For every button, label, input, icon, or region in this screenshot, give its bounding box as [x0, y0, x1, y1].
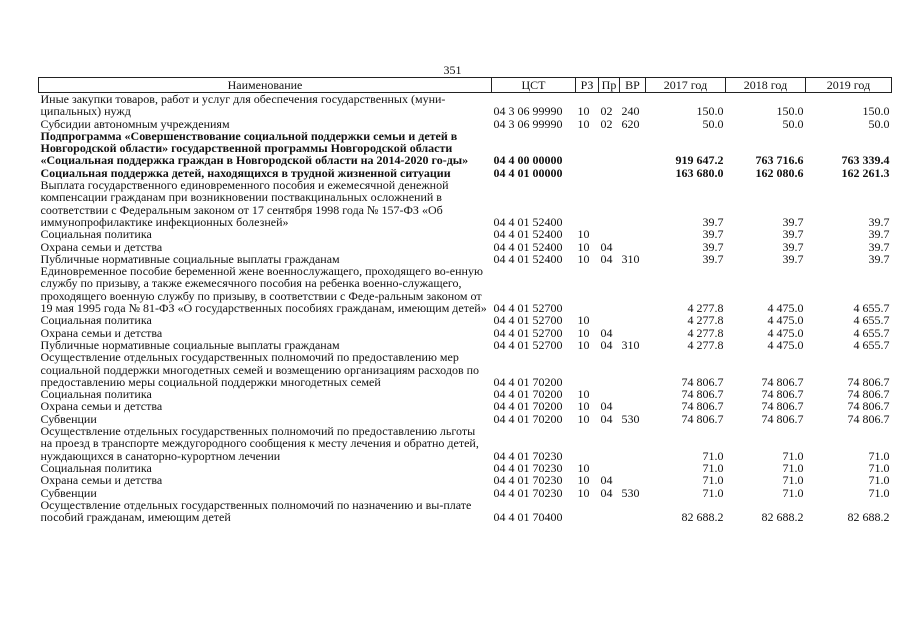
cell-name: Подпрограмма «Совершенствование социальной поддержки семьи и детей в Новгородской области» государственной программы Новгородской области «Социальная поддержка граждан в Новгородской области на 2014-2020 го-ды»: [40, 128, 469, 168]
column-header-2017: 2017 год: [646, 78, 726, 93]
cell-name: Охрана семьи и детства: [40, 473, 163, 488]
cell-y2019: 4 655.7: [853, 325, 890, 340]
cell-y2019: 71.0: [868, 473, 890, 488]
cell-name: Социальная политика: [40, 460, 152, 475]
cell-name: Охрана семьи и детства: [40, 325, 163, 340]
cell-y2019: 39.7: [868, 214, 890, 229]
cell-y2017: 163 680.0: [675, 165, 724, 180]
cell-y2018: 71.0: [782, 448, 804, 463]
table-header-row: [39, 78, 892, 93]
cell-y2017: 74 806.7: [681, 387, 724, 402]
cell-y2017: 39.7: [702, 251, 724, 266]
cell-vr: [620, 400, 646, 412]
cell-rz: [576, 167, 599, 179]
cell-name: Охрана семьи и детства: [40, 239, 163, 254]
cell-vr: 310: [621, 251, 640, 266]
cell-pr: 04: [600, 473, 613, 488]
cell-y2017: 39.7: [702, 214, 724, 229]
cell-y2019: 74 806.7: [847, 411, 890, 426]
cell-pr: [599, 499, 620, 524]
cell-vr: [620, 462, 646, 474]
table-row: [39, 351, 892, 388]
cell-y2017: 50.0: [702, 116, 724, 131]
cell-vr: [620, 265, 646, 314]
cell-y2018: 39.7: [782, 227, 804, 242]
cell-pr: 04: [600, 239, 613, 254]
cell-cst: 04 4 01 52400: [493, 251, 563, 266]
cell-name: Субсидии автономным учреждениям: [40, 116, 230, 131]
cell-rz: [576, 425, 599, 462]
column-header-cst: ЦСТ: [492, 78, 576, 93]
cell-cst: 04 4 01 70200: [493, 374, 563, 389]
table-row: [39, 314, 892, 326]
cell-pr: [599, 167, 620, 179]
cell-y2019: 71.0: [868, 448, 890, 463]
cell-y2018: 39.7: [782, 251, 804, 266]
cell-y2018: 50.0: [782, 116, 804, 131]
column-header-2018: 2018 год: [726, 78, 806, 93]
cell-y2018: 74 806.7: [761, 399, 804, 414]
cell-rz: 10: [577, 116, 590, 131]
cell-cst: 04 4 01 52700: [493, 301, 563, 316]
cell-cst: 04 3 06 99990: [493, 116, 563, 131]
cell-vr: [620, 130, 646, 167]
page-number: 351: [443, 63, 462, 77]
cell-rz: [576, 179, 599, 228]
cell-pr: 04: [600, 337, 613, 352]
table-row: [39, 179, 892, 228]
cell-name: Охрана семьи и детства: [40, 399, 163, 414]
cell-y2019: 4 655.7: [853, 313, 890, 328]
cell-name: Иные закупки товаров, работ и услуг для обеспечения государственных (муни-ципальных) нужд: [40, 92, 446, 119]
cell-y2018: 71.0: [782, 473, 804, 488]
cell-y2018: 71.0: [782, 485, 804, 500]
cell-y2017: 74 806.7: [681, 374, 724, 389]
table-row: [39, 241, 892, 253]
cell-pr: 02: [600, 104, 613, 119]
cell-cst: 04 4 01 70230: [493, 448, 563, 463]
cell-y2019: 74 806.7: [847, 387, 890, 402]
cell-y2017: 919 647.2: [675, 153, 724, 168]
cell-y2019: 4 655.7: [853, 337, 890, 352]
cell-y2018: 4 475.0: [767, 325, 804, 340]
column-header-rz: РЗ: [576, 78, 599, 93]
cell-vr: [620, 167, 646, 179]
cell-vr: 530: [621, 411, 640, 426]
cell-rz: 10: [577, 473, 590, 488]
cell-cst: 04 4 01 00000: [493, 165, 563, 180]
table-row: [39, 130, 892, 167]
cell-vr: 620: [621, 116, 640, 131]
cell-rz: 10: [577, 411, 590, 426]
cell-y2018: 39.7: [782, 214, 804, 229]
budget-table: [38, 77, 892, 523]
cell-y2017: 71.0: [702, 448, 724, 463]
cell-y2018: 39.7: [782, 239, 804, 254]
column-header-pr: Пр: [599, 78, 620, 93]
cell-name: Социальная политика: [40, 387, 152, 402]
cell-y2019: 4 655.7: [853, 301, 890, 316]
cell-y2018: 74 806.7: [761, 387, 804, 402]
cell-y2019: 74 806.7: [847, 399, 890, 414]
cell-y2018: 150.0: [776, 104, 804, 119]
cell-rz: 10: [577, 227, 590, 242]
cell-y2017: 4 277.8: [687, 337, 724, 352]
column-header-2019: 2019 год: [806, 78, 892, 93]
cell-cst: 04 4 01 52400: [493, 239, 563, 254]
cell-cst: 04 4 01 52700: [493, 337, 563, 352]
cell-y2017: 82 688.2: [681, 510, 724, 525]
cell-cst: 04 4 01 70230: [493, 460, 563, 475]
cell-rz: 10: [577, 387, 590, 402]
cell-rz: 10: [577, 460, 590, 475]
cell-pr: [599, 351, 620, 388]
table-body: [39, 93, 892, 524]
cell-pr: [599, 228, 620, 240]
cell-vr: [620, 388, 646, 400]
table-row: [39, 499, 892, 524]
cell-name: Субвенции: [40, 411, 97, 426]
cell-y2019: 39.7: [868, 227, 890, 242]
cell-y2019: 162 261.3: [841, 165, 890, 180]
cell-y2019: 150.0: [862, 104, 890, 119]
cell-y2018: 71.0: [782, 460, 804, 475]
cell-name: Осуществление отдельных государственных полномочий по предоставлению льготы на проезд в транспорте междугородного сообщения к месту лечения и обратно детей, нуждающихся в санаторно-курортном лечении: [40, 424, 479, 463]
cell-y2018: 162 080.6: [755, 165, 804, 180]
cell-y2019: 763 339.4: [841, 153, 890, 168]
cell-y2017: 71.0: [702, 485, 724, 500]
cell-cst: 04 4 01 52400: [493, 214, 563, 229]
cell-pr: [599, 130, 620, 167]
cell-rz: 10: [577, 239, 590, 254]
cell-vr: [620, 228, 646, 240]
cell-y2018: 4 475.0: [767, 313, 804, 328]
cell-vr: [620, 425, 646, 462]
cell-rz: 10: [577, 251, 590, 266]
cell-y2017: 39.7: [702, 239, 724, 254]
cell-y2017: 71.0: [702, 473, 724, 488]
cell-cst: 04 4 01 52400: [493, 227, 563, 242]
cell-y2018: 82 688.2: [761, 510, 804, 525]
cell-name: Осуществление отдельных государственных полномочий по предоставлению мер социальной поддержки многодетных семей и возмещению организациям расходов по предоставлению меры социальной поддержки многодетных семей: [40, 350, 480, 389]
cell-y2017: 4 277.8: [687, 313, 724, 328]
cell-cst: 04 4 00 00000: [493, 153, 563, 168]
cell-rz: 10: [577, 399, 590, 414]
cell-pr: 04: [600, 411, 613, 426]
cell-cst: 04 4 01 52700: [493, 313, 563, 328]
cell-pr: [599, 314, 620, 326]
cell-y2018: 4 475.0: [767, 337, 804, 352]
cell-rz: [576, 351, 599, 388]
cell-y2019: 71.0: [868, 485, 890, 500]
cell-vr: 310: [621, 337, 640, 352]
cell-y2019: 74 806.7: [847, 374, 890, 389]
cell-y2017: 71.0: [702, 460, 724, 475]
cell-rz: 10: [577, 313, 590, 328]
cell-name: Публичные нормативные социальные выплаты гражданам: [40, 337, 340, 352]
cell-vr: [620, 179, 646, 228]
cell-pr: 04: [600, 251, 613, 266]
cell-pr: 04: [600, 325, 613, 340]
cell-cst: 04 3 06 99990: [493, 104, 563, 119]
cell-vr: [620, 314, 646, 326]
cell-y2017: 4 277.8: [687, 325, 724, 340]
table-row: [39, 462, 892, 474]
table-row: [39, 425, 892, 462]
cell-rz: 10: [577, 337, 590, 352]
cell-rz: [576, 130, 599, 167]
table-row: [39, 474, 892, 486]
cell-cst: 04 4 01 70200: [493, 387, 563, 402]
cell-rz: 10: [577, 485, 590, 500]
cell-name: Субвенции: [40, 485, 97, 500]
cell-y2019: 39.7: [868, 239, 890, 254]
cell-pr: 02: [600, 116, 613, 131]
cell-y2018: 74 806.7: [761, 411, 804, 426]
cell-y2018: 763 716.6: [755, 153, 804, 168]
cell-vr: [620, 351, 646, 388]
cell-cst: 04 4 01 70200: [493, 399, 563, 414]
cell-rz: 10: [577, 325, 590, 340]
cell-y2019: 50.0: [868, 116, 890, 131]
cell-pr: 04: [600, 399, 613, 414]
cell-y2019: 39.7: [868, 251, 890, 266]
cell-name: Социальная поддержка детей, находящихся в трудной жизненной ситуации: [40, 165, 451, 180]
cell-cst: 04 4 01 70230: [493, 473, 563, 488]
cell-y2017: 150.0: [696, 104, 724, 119]
column-header-vr: ВР: [620, 78, 646, 93]
column-header-name: Наименование: [39, 78, 492, 93]
cell-y2019: 71.0: [868, 460, 890, 475]
cell-pr: [599, 265, 620, 314]
cell-rz: [576, 499, 599, 524]
cell-vr: [620, 474, 646, 486]
cell-pr: [599, 179, 620, 228]
cell-name: Публичные нормативные социальные выплаты гражданам: [40, 251, 340, 266]
cell-name: Социальная политика: [40, 313, 152, 328]
cell-y2017: 39.7: [702, 227, 724, 242]
table-row: [39, 93, 892, 118]
cell-y2017: 74 806.7: [681, 399, 724, 414]
cell-vr: [620, 241, 646, 253]
cell-vr: [620, 499, 646, 524]
cell-y2018: 74 806.7: [761, 374, 804, 389]
cell-rz: [576, 265, 599, 314]
table-row: [39, 400, 892, 412]
cell-name: Единовременное пособие беременной жене военнослужащего, проходящего во-енную службу по призыву, а также ежемесячного пособия на ребенка военно-служащего, проходящего военную службу по призыву, в соответствии с Феде-ральным законом от 19 мая 1995 года № 81-ФЗ «О государственных пособиях гражданам, имеющим детей»: [40, 264, 487, 316]
table-row: [39, 487, 892, 499]
table-row: [39, 228, 892, 240]
cell-name: Социальная политика: [40, 227, 152, 242]
cell-name: Осуществление отдельных государственных полномочий по назначению и вы-плате пособий гражданам, имеющим детей: [40, 497, 472, 525]
cell-vr: 530: [621, 485, 640, 500]
cell-name: Выплата государственного единовременного пособия и ежемесячной денежной компенсации гражданам при возникновении поствакцинальных осложнений в соответствии с Федеральным законом от 17 сентября 1998 года № 157-ФЗ «Об иммунопрофилактике инфекционных болезней»: [40, 178, 449, 229]
cell-vr: 240: [621, 104, 640, 119]
cell-y2018: 4 475.0: [767, 301, 804, 316]
cell-cst: 04 4 01 70230: [493, 485, 563, 500]
cell-cst: 04 4 01 70200: [493, 411, 563, 426]
cell-pr: [599, 425, 620, 462]
cell-rz: 10: [577, 104, 590, 119]
cell-cst: 04 4 01 52700: [493, 325, 563, 340]
cell-y2019: 82 688.2: [847, 510, 890, 525]
cell-y2017: 74 806.7: [681, 411, 724, 426]
cell-pr: 04: [600, 485, 613, 500]
table-row: [39, 265, 892, 314]
cell-y2017: 4 277.8: [687, 301, 724, 316]
cell-cst: 04 4 01 70400: [493, 510, 563, 525]
